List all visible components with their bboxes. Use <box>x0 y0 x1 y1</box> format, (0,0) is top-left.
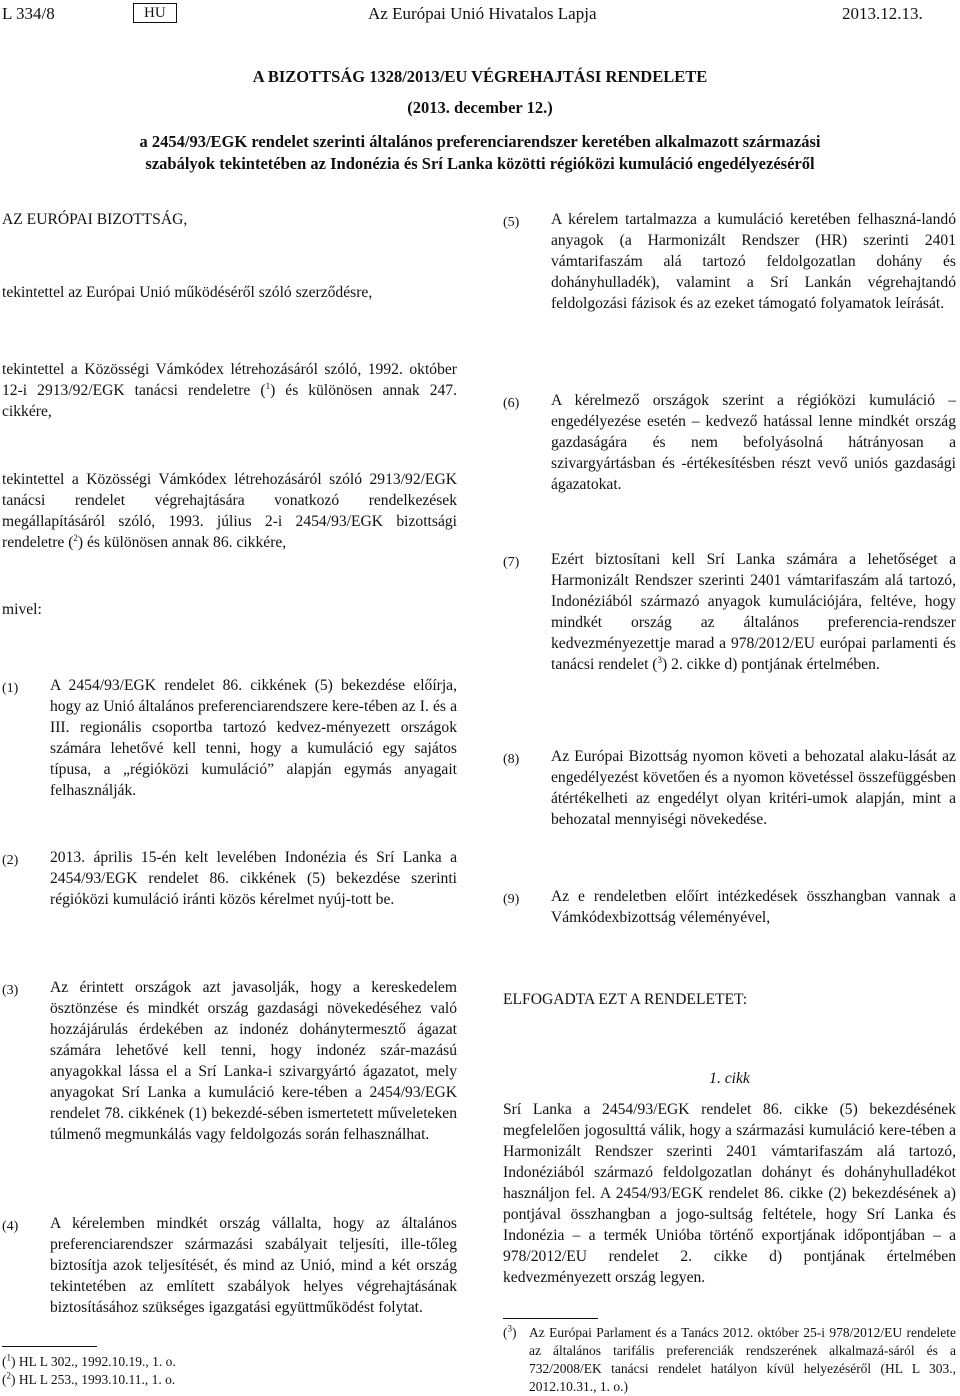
recital-text: A kérelemben mindkét ország vállalta, hogy az általános preferenciarendszer származási szabályait teljesíti, ille-tőleg biztosítja azok teljesítését, és mind az Unió, mind a két ország tekintetében az említett szabályok helyes végrehajtásának biztosításához szükséges igazgatási együttműködést folytat. <box>50 1215 457 1316</box>
footnote-3-number: ($^3$) <box>503 1323 517 1340</box>
footnote-1-number: 1 <box>6 1352 11 1363</box>
whereas-heading: mivel: <box>2 601 42 618</box>
having-regard-customs-code-text: tekintettel a Közösségi Vámkódex létrehozásáról szóló, 1992. október 12-i 2913/92/EGK tanácsi rendeletre ( <box>2 361 457 399</box>
recital-number: (3) <box>2 983 19 998</box>
recital-number: (4) <box>2 1219 19 1234</box>
footnote-1: ($^1$) HL L 302., 1992.10.19., 1. o. <box>2 1352 176 1369</box>
footnote-ref-1: 1 <box>265 380 271 391</box>
having-regard-implementing-text: tekintettel a Közösségi Vámkódex létrehozásáról szóló 2913/92/EGK tanácsi rendelet végrehajtására vonatkozó rendelkezések megállapításáról szóló, 1993. július 2-i 2454/93/EGK bizottsági rendeletre ( <box>2 471 457 551</box>
having-regard-implementing-regulation <box>2 469 457 553</box>
footnote-2: ($^2$) HL L 253., 1993.10.11., 1. o. <box>2 1370 176 1387</box>
footnote-2-text: HL L 253., 1993.10.11., 1. o. <box>18 1372 176 1387</box>
recital-number: (9) <box>503 892 520 907</box>
recital-text: Az érintett országok azt javasolják, hogy a kereskedelem ösztönzése és mindkét ország gazdasági növekedéséhez való hozzájárulás érdekében az indonéz dohánytermesztő ágazat számára lehetővé kell tenni, hogy indonéz szár-mazású anyagokkal lássa el a Srí Lanka-i szivargyártó ágazatot, mely anyagokat Srí Lanka a kumuláció kere-tében a 2454/93/EGK rendelet 78. cikkének (1) bekezdé-sében ismertetett műveleteken túlmenő megmunkálás vagy feldolgozás során felhasználhat. <box>50 979 457 1143</box>
recital-number: (2) <box>2 853 19 868</box>
recital-number: (8) <box>503 752 520 767</box>
footnote-1-text: HL L 302., 1992.10.19., 1. o. <box>18 1354 176 1369</box>
recital-text: A kérelem tartalmazza a kumuláció keretében felhaszná-landó anyagok (a Harmonizált Rendszer (HR) szerinti 2401 vámtarifaszám alá tartozó feldolgozatlan dohány és dohányhulladék), valamint a Srí Lankán végrehajtandó feldolgozási fázisok és az ezeket támogató folyamatok leírását. <box>551 211 956 312</box>
recital-number: (5) <box>503 215 520 230</box>
enacting-formula: ELFOGADTA EZT A RENDELETET: <box>503 991 748 1008</box>
having-regard-treaty: tekintettel az Európai Unió működéséről szóló szerződésre, <box>2 284 373 301</box>
recital-text: A kérelmező országok szerint a régióközi kumuláció – engedélyezése esetén – kedvező hatással lenne mindkét ország gazdaságára és nem befolyásolná hátrányosan a szivargyártásban és -értékesítésben részt vevő uniós gazdasági ágazatokat. <box>551 392 956 493</box>
publication-date: 2013.12.13. <box>842 4 923 23</box>
footnote-ref-2: 2 <box>73 532 78 543</box>
recital-text: Az Európai Bizottság nyomon követi a behozatal alaku-lását az engedélyezést követően és a nyomon követéssel összefüggésben átértékelheti az engedélyt olyan kritéri-umok alapján, mint a behozatal mennyiségi növekedése. <box>551 748 956 828</box>
having-regard-implementing-text-end: ) és különösen annak 86. cikkére, <box>77 534 287 551</box>
article-title: 1. cikk <box>709 1070 750 1087</box>
regulation-title: A BIZOTTSÁG 1328/2013/EU VÉGREHAJTÁSI RENDELETE <box>252 67 708 86</box>
regulation-subject-line-2: szabályok tekintetében az Indonézia és Srí Lanka közötti régióközi kumuláció engedélyezéséről <box>145 154 815 173</box>
journal-name: Az Európai Unió Hivatalos Lapja <box>368 4 597 23</box>
having-regard-customs-code <box>2 359 457 422</box>
footnote-3-sup: 3 <box>507 1323 512 1334</box>
footnote-ref-3: 3 <box>657 654 662 665</box>
recital-number: (7) <box>503 555 520 570</box>
recital-text: 2013. április 15-én kelt levelében Indonézia és Srí Lanka a 2454/93/EGK rendelet 86. cikkének (5) bekezdése szerinti régióközi kumuláció iránti közös kérelmet nyúj-tott be. <box>50 849 457 908</box>
recital-text: A 2454/93/EGK rendelet 86. cikkének (5) bekezdése előírja, hogy az Unió általános preferenciarendszere kere-tében az I. és a III. regionális csoportba tartozó kedvez-ményezett országok számára lehetővé kell tenni, hogy a kumuláció egy sajátos típusa, a „régióközi kumuláció” alapján egymás anyagait felhasználják. <box>50 677 457 799</box>
recital-text: Az e rendeletben előírt intézkedések összhangban vannak a Vámkódexbizottság véleményével, <box>551 888 956 926</box>
regulation-date: (2013. december 12.) <box>407 98 553 117</box>
footnote-2-number: 2 <box>6 1370 11 1381</box>
recital-text <box>551 549 956 675</box>
having-regard-customs-code-text-end: ) és különösen annak 247. cikkére, <box>2 382 457 420</box>
article-text: Srí Lanka a 2454/93/EGK rendelet 86. cikke (5) bekezdésének megfelelően jogosulttá válik, hogy a származási kumuláció kere-tében a Harmonizált Rendszer szerinti 2401 vámtarifaszám alá tartozó, Indonéziából származó feldolgozatlan dohányt és dohányhulladékot használjon fel. A 2454/93/EGK rendelet 86. cikke (2) bekezdésének a) pontjával összhangban a jogo-sultság feltétele, hogy Srí Lanka és Indonézia – a termék Unióba történő exportjának időpontjában – a 978/2012/EU rendelet 2. cikke d) pontjának értelmében kedvezményezett ország legyen. <box>503 1101 956 1286</box>
footnote-separator <box>2 1346 97 1347</box>
recital-number: (1) <box>2 681 19 696</box>
recital-number: (6) <box>503 396 520 411</box>
footnote-3-text: Az Európai Parlament és a Tanács 2012. október 25-i 978/2012/EU rendelete az általános tarifális preferenciák rendszerének alkalmazá-sáról és a 732/2008/EK tanácsi rendelet hatályon kívül helyezéséről (HL L 303., 2012.10.31., 1. o.) <box>529 1325 956 1394</box>
page-reference: L 334/8 <box>2 4 55 23</box>
recital-7-text-end: ) 2. cikke d) pontjának értelmében. <box>662 656 880 673</box>
recital-7-text: Ezért biztosítani kell Srí Lanka számára a lehetőséget a Harmonizált Rendszer szerinti 2401 vámtarifaszám alá tartozó, Indonéziából származó anyagok kumulációjára, feltéve, hogy mindkét ország az általános preferencia-rendszer kedvezményezettje marad a 978/2012/EU európai parlamenti és tanácsi rendelet ( <box>551 551 956 673</box>
language-badge: HU <box>133 3 177 23</box>
regulation-subject-line-1: a 2454/93/EGK rendelet szerinti általános preferenciarendszer keretében alkalmazott származási <box>139 132 821 151</box>
footnote-separator <box>503 1318 598 1319</box>
authority-heading: AZ EURÓPAI BIZOTTSÁG, <box>2 211 188 228</box>
